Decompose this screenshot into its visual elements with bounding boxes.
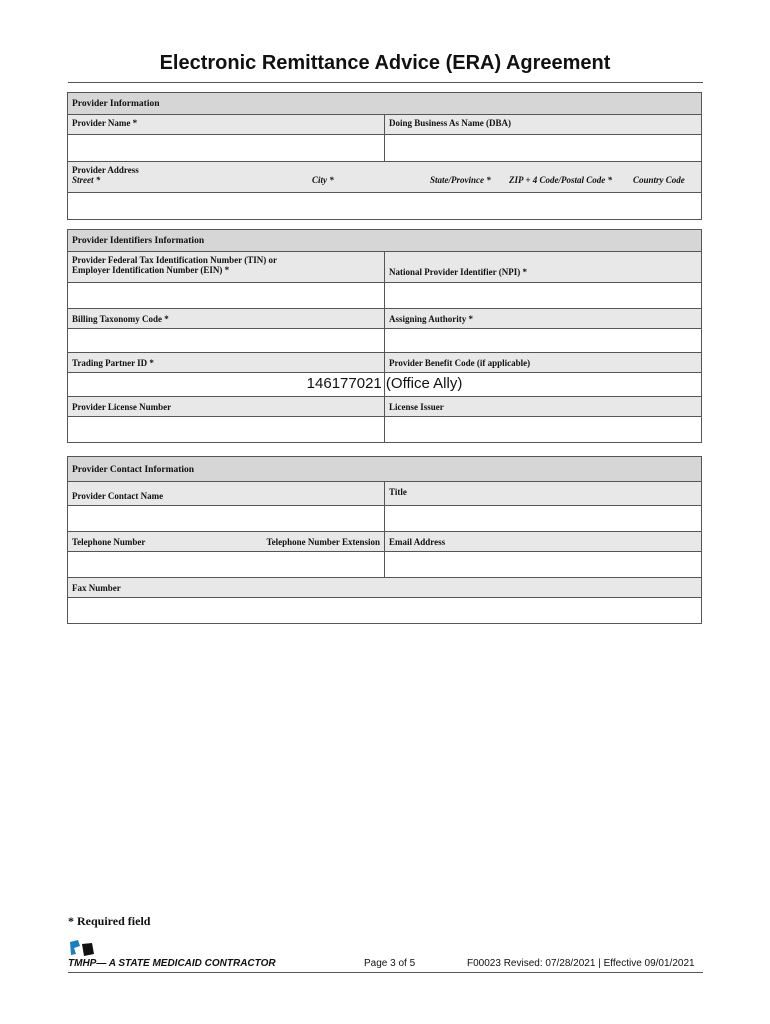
telephone-label: Telephone Number: [72, 537, 146, 547]
page-title: Electronic Remittance Advice (ERA) Agreement: [159, 52, 611, 74]
contact-title-label: Title: [384, 482, 701, 505]
extension-label: Telephone Number Extension: [266, 537, 380, 547]
license-label: Provider License Number: [72, 402, 172, 412]
taxonomy-field[interactable]: [68, 329, 384, 352]
street-label: Street *: [72, 175, 101, 185]
npi-field[interactable]: [385, 283, 701, 308]
taxonomy-label: Billing Taxonomy Code *: [72, 314, 169, 324]
trading-partner-label: Trading Partner ID *: [72, 358, 154, 368]
benefit-code-label: Provider Benefit Code (if applicable): [384, 353, 701, 372]
provider-name-label: Provider Name *: [72, 118, 138, 128]
provider-identifiers-section: [67, 229, 702, 443]
email-label: Email Address: [384, 532, 701, 551]
section-header: Provider Information: [68, 93, 701, 115]
section-header: Provider Identifiers Information: [68, 230, 701, 252]
contact-name-label: Provider Contact Name: [72, 491, 164, 501]
provider-name-field[interactable]: [68, 135, 384, 161]
fax-label: Fax Number: [72, 583, 121, 593]
trading-partner-value[interactable]: 146177021 (Office Ally): [306, 375, 463, 392]
authority-field[interactable]: [385, 329, 701, 352]
tmhp-logo-icon: [68, 940, 102, 960]
provider-address-label: Provider Address: [72, 165, 139, 175]
contact-name-field[interactable]: [68, 506, 384, 531]
title-divider: [68, 82, 703, 83]
provider-contact-section: [67, 456, 702, 624]
country-label: Country Code: [633, 175, 685, 185]
provider-information-section: [67, 92, 702, 220]
provider-address-field[interactable]: [68, 193, 701, 219]
email-field[interactable]: [385, 552, 701, 577]
license-field[interactable]: [68, 417, 384, 442]
tin-label-line1: Provider Federal Tax Identification Number (TIN) or: [72, 255, 277, 265]
form-revision: F00023 Revised: 07/28/2021 | Effective 09/01/2021: [467, 958, 695, 969]
telephone-field[interactable]: [68, 552, 384, 577]
contractor-text: TMHP— A STATE MEDICAID CONTRACTOR: [68, 958, 276, 969]
dba-label: Doing Business As Name (DBA): [384, 115, 701, 134]
zip-label: ZIP + 4 Code/Postal Code *: [509, 175, 613, 185]
footer-divider: [68, 972, 703, 973]
contact-title-field[interactable]: [385, 506, 701, 531]
license-issuer-label: License Issuer: [384, 397, 701, 416]
authority-label: Assigning Authority *: [384, 309, 701, 328]
section-header: Provider Contact Information: [68, 457, 701, 482]
state-label: State/Province *: [430, 175, 491, 185]
tin-label-line2: Employer Identification Number (EIN) *: [72, 265, 230, 275]
city-label: City *: [312, 175, 334, 185]
required-field-note: * Required field: [68, 914, 151, 928]
license-issuer-field[interactable]: [385, 417, 701, 442]
tin-field[interactable]: [68, 283, 384, 308]
dba-field[interactable]: [385, 135, 701, 161]
page-number: Page 3 of 5: [364, 958, 416, 969]
fax-field[interactable]: [68, 598, 701, 623]
npi-label: National Provider Identifier (NPI) *: [384, 252, 701, 282]
